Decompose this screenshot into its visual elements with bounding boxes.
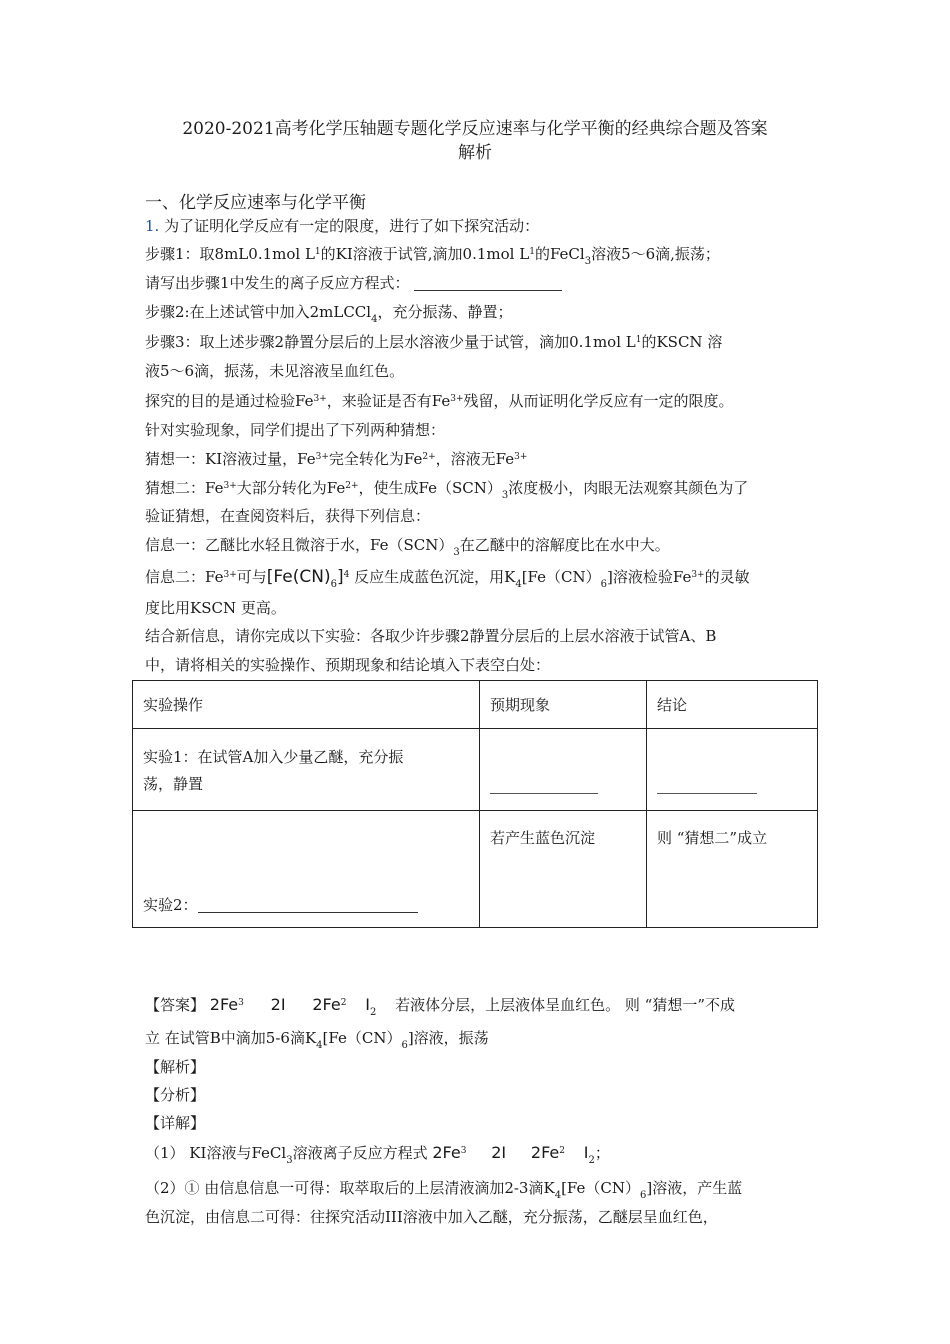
- detail-line-3: 色沉淀，由信息二可得：往探究活动III溶液中加入乙醚，充分振荡，乙醚层呈血红色，: [145, 1208, 718, 1226]
- answer-line: 【答案】 2Fe$^3$ 2I 2Fe$^2$ $I_2$ 若液体分层，上层液体呈血红色。 则 “猜想一”不成: [145, 995, 735, 1018]
- header-operation: 实验操作: [133, 681, 480, 729]
- fenxi-label: 【分析】: [145, 1086, 206, 1104]
- title-line-1: 2020-2021高考化学压轴题专题化学反应速率与化学平衡的经典综合题及答案: [182, 119, 768, 139]
- title-line-2: 解析: [458, 143, 492, 163]
- detail-line-2: （2）① 由信息信息一可得：取萃取后的上层清液滴加2-3滴$K_4[Fe(CN)_6]$溶液，产生蓝: [145, 1179, 743, 1201]
- row2-operation: 实验2：: [133, 811, 480, 928]
- step1-ask: 请写出步骤1中发生的离子反应方程式：: [145, 272, 562, 293]
- step3-line-2: 液5～6滴，振荡，未见溶液呈血红色。: [145, 362, 405, 380]
- combine-line-2: 中，请将相关的实验操作、预期现象和结论填入下表空白处：: [145, 656, 551, 674]
- document-title: [140, 117, 810, 165]
- header-conclusion: 结论: [647, 681, 818, 729]
- info2-line-2: 度比用KSCN 更高。: [145, 599, 286, 617]
- info1-line: 信息一：乙醚比水轻且微溶于水，$Fe(SCN)_3$在乙醚中的溶解度比在水中大。: [145, 536, 670, 558]
- table-row: [133, 811, 818, 928]
- step3-line: 步骤3：取上述步骤2静置分层后的上层水溶液少量于试管，滴加0.1mol $L^1$的KSCN 溶: [145, 333, 723, 351]
- question-intro: 1. 为了证明化学反应有一定的限度，进行了如下探究活动：: [145, 217, 540, 235]
- guess2-line-2: 验证猜想，在查阅资料后，获得下列信息：: [145, 507, 431, 525]
- analysis-label: 【解析】: [145, 1058, 206, 1076]
- table-row: [133, 729, 818, 811]
- answer-blank[interactable]: [414, 290, 562, 291]
- table-header-row: [133, 681, 818, 729]
- answer-line-2: 立 在试管B中滴加5-6滴$K_4[Fe(CN)_6]$溶液，振荡: [145, 1029, 489, 1051]
- answer-label: 【答案】: [145, 996, 206, 1014]
- guess1-line: 猜想一：KI溶液过量，$Fe^{3+}$完全转化为$Fe^{2+}$，溶液无$Fe^{3+}$: [145, 450, 528, 468]
- row2-phenomenon: 若产生蓝色沉淀: [480, 811, 647, 928]
- experiment-table: [132, 680, 818, 928]
- step2-line: 步骤2:在上述试管中加入2mLCCl$_4$，充分振荡、静置；: [145, 303, 513, 325]
- section-heading: 一、化学反应速率与化学平衡: [145, 193, 366, 213]
- question-number: 1.: [145, 217, 160, 235]
- detail-label: 【详解】: [145, 1114, 206, 1132]
- guess-intro: 针对实验现象，同学们提出了下列两种猜想：: [145, 421, 446, 439]
- purpose-line: 探究的目的是通过检验$Fe^{3+}$，来验证是否有$Fe^{3+}$残留，从而证明化学反应有一定的限度。: [145, 392, 734, 410]
- row1-operation: 实验1：在试管A加入少量乙醚，充分振 荡，静置: [133, 729, 480, 811]
- guess2-line: 猜想二：$Fe^{3+}$大部分转化为$Fe^{2+}$，使生成$Fe(SCN)_3$浓度极小，肉眼无法观察其颜色为了: [145, 479, 749, 501]
- row1-conclusion-blank[interactable]: [647, 729, 818, 811]
- row1-phenomenon-blank[interactable]: [480, 729, 647, 811]
- answer-blank[interactable]: [198, 912, 418, 913]
- header-phenomenon: 预期现象: [480, 681, 647, 729]
- step1-line: 步骤1：取8mL0.1mol $L^1$的KI溶液于试管,滴加0.1mol $L^1$的FeCl$_3$溶液5～6滴,振荡；: [145, 245, 720, 267]
- detail-line-1: （1） KI溶液与FeCl$_3$溶液离子反应方程式 2Fe$^3$ 2I 2Fe$^2$ $I_2$；: [145, 1143, 610, 1166]
- combine-line: 结合新信息，请你完成以下实验：各取少许步骤2静置分层后的上层水溶液于试管A、B: [145, 627, 717, 645]
- row2-conclusion: 则 “猜想二”成立: [647, 811, 818, 928]
- info2-line: 信息二：$Fe^{3+}$可与$[Fe(CN)_6]^4$ 反应生成蓝色沉淀，用$K_4[Fe(CN)_6]$溶液检验$Fe^{3+}$的灵敏: [145, 567, 750, 590]
